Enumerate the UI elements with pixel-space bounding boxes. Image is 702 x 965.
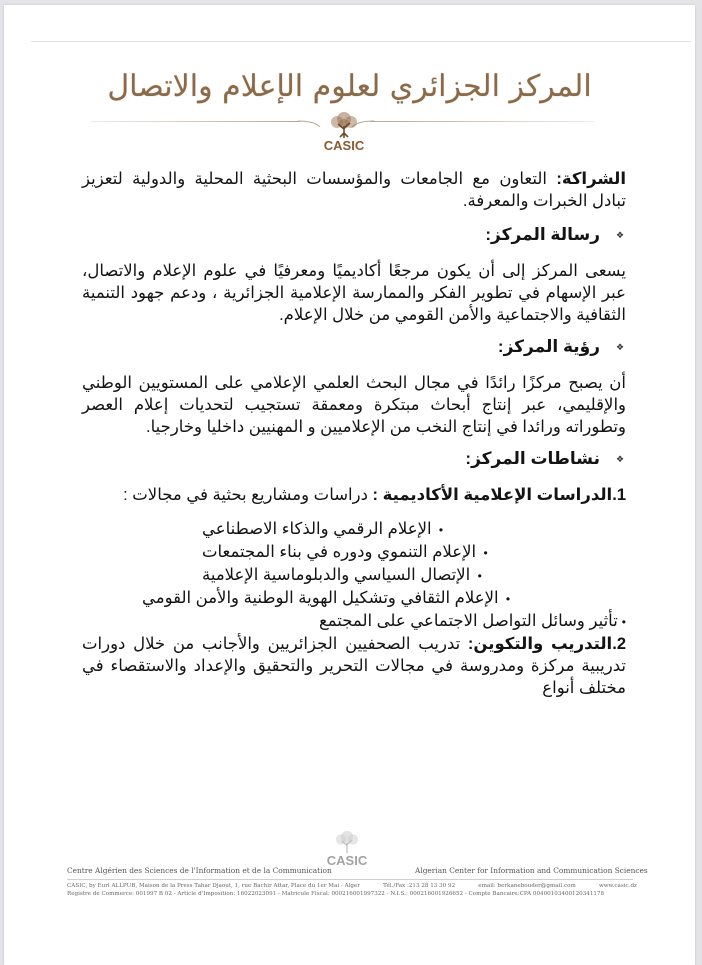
activity-label: الدراسات الإعلامية الأكاديمية : [372, 486, 613, 504]
footer-divider [67, 879, 633, 880]
footer-title-french: Centre Algérien des Sciences de l'Information et de la Communication [67, 866, 332, 875]
header-calligraphy-title: المركز الجزائري لعلوم الإعلام والاتصال [107, 69, 592, 104]
activity-text: دراسات ومشاريع بحثية في مجالات : [123, 486, 373, 504]
bullet-dot-icon: • [502, 592, 511, 606]
mission-paragraph: يسعى المركز إلى أن يكون مرجعًا أكاديميًا ومعرفيًا في علوم الإعلام والاتصال، عبر الإسهام في تطوير الفكر والممارسة الإعلامية الجزائرية ، ودعم جهود التنمية الثقافية والاجتماعية والأمن القومي من خلال الإعلام. [82, 262, 626, 324]
activity-bullet-list [82, 518, 626, 610]
footer-title-english: Algerian Center for Information and Communication Sciences [415, 866, 648, 875]
section-heading-mission [82, 224, 626, 246]
partnership-paragraph [82, 168, 626, 212]
list-item-outer: •تأثير وسائل التواصل الاجتماعي على المجتمع [318, 612, 626, 630]
footer-email: email: berkanebouder@gmail.com [478, 883, 576, 889]
activity-number: 1. [612, 486, 626, 504]
header-divider-right [370, 121, 594, 122]
bullet-dot-icon: • [480, 546, 488, 560]
activity-label: التدريب والتكوين: [467, 635, 613, 653]
list-item: الإعلام التنموي ودوره في بناء المجتمعات • [202, 543, 488, 561]
header-divider-left [90, 121, 300, 122]
footer-website: www.casic.dz [598, 883, 637, 889]
bullet-dot-icon: • [621, 615, 626, 629]
diamond-bullet-icon: ❖ [615, 230, 625, 240]
section-heading-activities [82, 448, 626, 470]
list-item: الإعلام الثقافي وتشكيل الهوية الوطنية والأمن القومي • [142, 589, 511, 607]
footer-casic-logo [324, 830, 370, 867]
activity-item-1 [82, 484, 626, 506]
bullet-dot-icon: • [474, 569, 482, 583]
document-page [4, 5, 695, 965]
section-heading-vision [82, 336, 626, 358]
activity-text: تدريب الصحفيين الجزائريين والأجانب من خلال دورات تدريبية مركزة ومدروسة في مجالات التحرير والتحقيق والإعداد والاستقصاء في مختلف أنواع [82, 635, 626, 697]
partnership-text: التعاون مع الجامعات والمؤسسات البحثية المحلية والدولية لتعزيز تبادل الخبرات والمعرفة. [82, 170, 626, 210]
footer-logo-text: CASIC [326, 853, 368, 868]
list-item: الإتصال السياسي والدبلوماسية الإعلامية • [202, 566, 482, 584]
tree-icon [331, 830, 363, 854]
diamond-bullet-icon: ❖ [615, 342, 625, 352]
bullet-dot-icon: • [435, 523, 444, 537]
casic-logo-text: CASIC [323, 138, 365, 153]
footer-address: CASIC, by Eurl ALLPUB, Maison de la Press Tahar Djaout, 1, rue Bachir Attar, Place du 1er Mai - Alger [67, 883, 360, 889]
document-body [82, 168, 626, 699]
diamond-bullet-icon: ❖ [615, 454, 625, 464]
top-rule [31, 41, 691, 42]
footer-contact-line [67, 883, 637, 889]
list-item: الإعلام الرقمي والذكاء الاصطناعي • [202, 520, 444, 538]
casic-logo [321, 111, 367, 159]
activity-item-2 [82, 633, 626, 699]
section-heading-text: رؤية المركز: [497, 337, 600, 356]
section-heading-text: رسالة المركز: [485, 225, 600, 244]
tree-icon [327, 111, 361, 139]
section-heading-text: نشاطات المركز: [465, 449, 600, 468]
footer-phone: Tél./Fax :213 28 13 30 92 [383, 883, 456, 889]
partnership-label: الشراكة: [556, 170, 626, 188]
vision-paragraph: أن يصبح مركزًا رائدًا في مجال البحث العلمي الإعلامي على المستويين الوطني والإقليمي، عبر إنتاج أبحاث مبتكرة ومعمقة تستجيب لتحديات إعلام العصر وتطوراته ورائدا في إنتاج النخب من الإعلاميين و المهنيين داخليا وخارجيا. [82, 374, 626, 436]
footer-registration-line: Registre de Commerce: 001997 B 02 - Article d'Imposition: 16022023091 - Matricule Fiscal: 000216001997322 - N.I.S.: 000216001926652 - Compte Bancaire:CPA 00400103400120341178 [67, 891, 605, 897]
activity-number: 2. [612, 635, 626, 653]
